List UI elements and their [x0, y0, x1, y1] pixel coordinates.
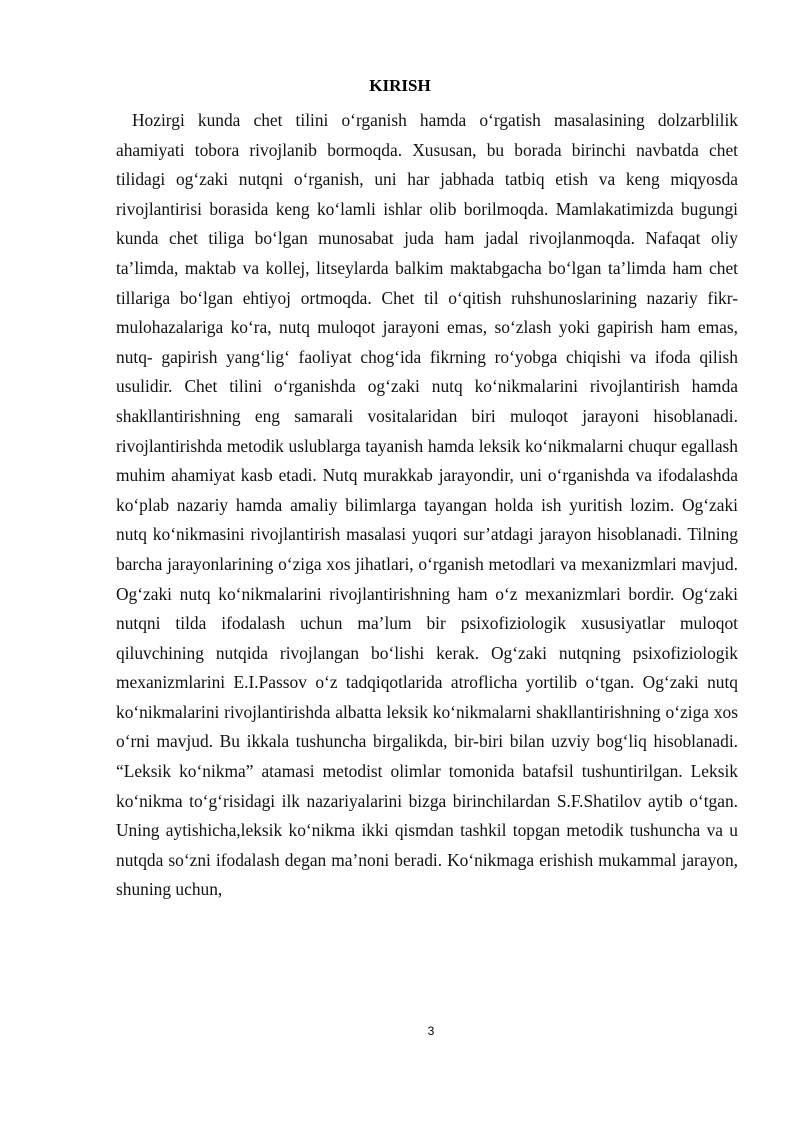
section-title: KIRISH: [369, 76, 431, 95]
page-number: 3: [427, 1024, 435, 1038]
body-paragraph: Hozirgi kunda chet tilini o‘rganish hamda o‘rgatish masalasining dolzarblilik ahamiyati tobora rivojlanib bormoqda. Xususan, bu borada birinchi navbatda chet tilidagi og‘zaki nutqni o‘rganish, uni har jabhada tatbiq etish va keng miqyosda rivojlantirisi borasida keng ko‘lamli ishlar olib borilmoqda. Mamlakatimizda bugungi kunda chet tiliga bo‘lgan munosabat juda ham jadal rivojlanmoqda. Nafaqat oliy ta’limda, maktab va kollej, litseylarda balkim maktabgacha bo‘lgan ta’limda ham chet tillariga bo‘lgan ehtiyoj ortmoqda. Chet til o‘qitish ruhshunoslarining nazariy fikr-mulohazalariga ko‘ra, nutq muloqot jarayoni emas, so‘zlash yoki gapirish ham emas, nutq- gapirish yang‘lig‘ faoliyat chog‘ida fikrning ro‘yobga chiqishi va ifoda qilish usulidir. Chet tilini o‘rganishda og‘zaki nutq ko‘nikmalarini rivojlantirish hamda shakllantirishning eng samarali vositalaridan biri muloqot jarayoni hisoblanadi. rivojlantirishda metodik uslublarga tayanish hamda leksik ko‘nikmalarni chuqur egallash muhim ahamiyat kasb etadi. Nutq murakkab jarayondir, uni o‘rganishda va ifodalashda ko‘plab nazariy hamda amaliy bilimlarga tayangan holda ish yuritish lozim. Og‘zaki nutq ko‘nikmasini rivojlantirish masalasi yuqori sur’atdagi jarayon hisoblanadi. Tilning barcha jarayonlarining o‘ziga xos jihatlari, o‘rganish metodlari va mexanizmlari mavjud. Og‘zaki nutq ko‘nikmalarini rivojlantirishning ham o‘z mexanizmlari bordir. Og‘zaki nutqni tilda ifodalash uchun ma’lum bir psixofiziologik xususiyatlar muloqot qiluvchining nutqida rivojlangan bo‘lishi kerak. Og‘zaki nutqning psixofiziologik mexanizmlarini E.I.Passov o‘z tadqiqotlarida atroflicha yortilib o‘tgan. Og‘zaki nutq ko‘nikmalarini rivojlantirishda albatta leksik ko‘nikmalarni shakllantirishning o‘ziga xos o‘rni mavjud. Bu ikkala tushuncha birgalikda, bir-biri bilan uzviy bog‘liq hisoblanadi. “Leksik ko‘nikma” atamasi metodist olimlar tomonida batafsil tushuntirilgan. Leksik ko‘nikma to‘g‘risidagi ilk nazariyalarini bizga birinchilardan S.F.Shatilov aytib o‘tgan. Uning aytishicha,leksik ko‘nikma ikki qismdan tashkil topgan metodik tushuncha va u nutqda so‘zni ifodalash degan ma’noni beradi. Ko‘nikmaga erishish mukammal jarayon, shuning uchun,: [116, 110, 738, 900]
